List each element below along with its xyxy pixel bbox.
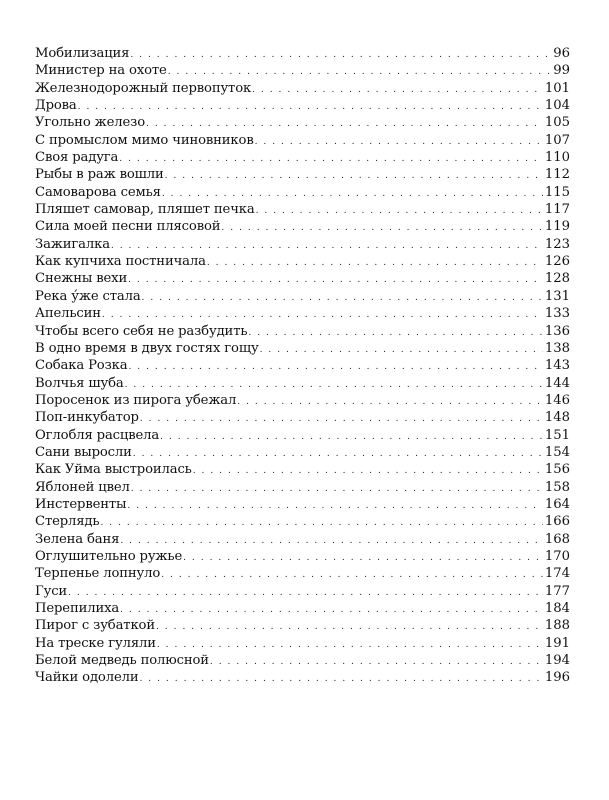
dot-leader [255,137,543,147]
toc-entry [35,566,570,583]
toc-entry-title: Зелена баня [35,531,120,547]
dot-leader [119,154,543,164]
toc-entry-title: Сила моей песни плясовой [35,219,221,235]
toc-entry-page-number: 115 [544,184,570,200]
toc-entry-title: Собака Розка [35,358,128,374]
dot-leader [120,536,543,546]
dot-leader [130,50,550,60]
toc-entry [35,254,570,271]
toc-list [35,46,570,688]
toc-entry [35,150,570,167]
toc-entry-title: Как купчиха постничала [35,254,206,270]
toc-entry-title: Своя радуга [35,150,119,166]
toc-entry-title: На треске гуляли [35,635,156,651]
toc-entry-page-number: 174 [544,566,570,582]
dot-leader [183,553,543,563]
dot-leader [210,657,543,667]
dot-leader [78,102,543,112]
toc-entry-page-number: 164 [544,496,570,512]
toc-entry [35,341,570,358]
toc-entry [35,98,570,115]
toc-entry [35,185,570,202]
dot-leader [111,241,543,251]
toc-entry-page-number: 143 [544,358,570,374]
dot-leader [133,449,543,459]
toc-entry-page-number: 156 [544,462,570,478]
toc-entry [35,271,570,288]
toc-entry [35,480,570,497]
toc-entry [35,636,570,653]
dot-leader [168,67,550,77]
toc-entry-page-number: 112 [544,167,570,183]
toc-entry-page-number: 184 [544,601,570,616]
toc-entry-page-number: 191 [544,635,570,651]
dot-leader [260,345,543,355]
toc-entry-title: С промыслом мимо чиновников [35,132,254,148]
toc-entry-page-number: 170 [544,548,570,564]
dot-leader [139,674,542,684]
toc-entry [35,410,570,427]
toc-entry-page-number: 151 [544,427,570,443]
toc-entry-page-number: 107 [544,132,570,148]
toc-entry [35,306,570,323]
toc-entry-title: Пирог с зубаткой [35,618,155,634]
toc-entry-title: Дрова [35,98,77,114]
toc-entry [35,202,570,219]
toc-entry-title: В одно время в двух гостях гощу [35,340,259,356]
toc-entry [35,81,570,98]
toc-entry [35,393,570,410]
toc-entry [35,324,570,341]
dot-leader [193,466,543,476]
toc-entry-title: Инстервенты [35,496,127,512]
dot-leader [128,362,542,372]
dot-leader [146,119,543,129]
dot-leader [68,588,543,598]
toc-entry-page-number: 123 [544,236,570,252]
toc-entry-title: Поп-инкубатор [35,410,139,426]
toc-entry [35,133,570,150]
toc-entry-title: Белой медведь полюсной [35,653,209,669]
toc-entry-page-number: 138 [544,340,570,356]
toc-entry-title: Река у́же стала [35,288,141,304]
toc-entry-title: Министер на охоте [35,63,167,79]
toc-entry-page-number: 119 [544,219,570,235]
toc-entry-page-number: 136 [544,323,570,339]
toc-entry-page-number: 99 [553,63,570,79]
toc-entry-title: Чайки одолели [35,670,139,686]
toc-entry-title: Пляшет самовар, пляшет печка [35,202,255,218]
toc-entry-title: Железнодорожный первопуток [35,80,252,96]
toc-entry-page-number: 105 [544,115,570,131]
toc-entry-title: Рыбы в раж вошли [35,167,164,183]
toc-entry-title: Терпенье лопнуло [35,566,161,582]
toc-entry-page-number: 117 [544,202,570,218]
toc-entry [35,167,570,184]
dot-leader [156,622,543,632]
toc-entry-title: Стерлядь [35,514,100,530]
toc-entry-page-number: 146 [544,392,570,408]
toc-entry-page-number: 168 [544,531,570,547]
dot-leader [140,414,543,424]
toc-entry [35,237,570,254]
toc-entry-title: Угольно железо [35,115,146,131]
toc-entry-title: Поросенок из пирога убежал [35,392,237,408]
toc-entry [35,532,570,549]
toc-entry-title: Оглушительно ружье [35,548,183,564]
dot-leader [100,518,542,528]
toc-entry-title: Апельсин [35,306,101,322]
toc-entry [35,219,570,236]
toc-entry-page-number: 101 [544,80,570,96]
dot-leader [125,380,543,390]
toc-entry-title: Мобилизация [35,46,130,61]
toc-entry-page-number: 148 [544,410,570,426]
toc-entry-page-number: 131 [544,288,570,304]
dot-leader [221,223,542,233]
toc-entry [35,115,570,132]
toc-entry-page-number: 194 [544,653,570,669]
toc-entry-title: Чтобы всего себя не разбудить [35,323,248,339]
toc-entry-page-number: 188 [544,618,570,634]
toc-entry [35,462,570,479]
toc-entry [35,549,570,566]
dot-leader [142,293,543,303]
dot-leader [252,85,543,95]
toc-entry-page-number: 177 [544,583,570,599]
dot-leader [102,310,543,320]
toc-entry [35,497,570,514]
dot-leader [160,432,543,442]
toc-entry [35,289,570,306]
toc-entry-page-number: 104 [544,98,570,114]
toc-entry [35,428,570,445]
toc-entry-page-number: 144 [544,375,570,391]
toc-entry [35,653,570,670]
toc-entry-title: Волчья шуба [35,375,124,391]
toc-entry-title: Самоварова семья [35,184,161,200]
dot-leader [256,206,543,216]
toc-entry [35,63,570,80]
toc-entry-page-number: 166 [544,514,570,530]
toc-entry-title: Гуси [35,583,68,599]
toc-entry-title: Как Уйма выстроилась [35,462,192,478]
dot-leader [248,328,542,338]
dot-leader [131,484,543,494]
toc-entry [35,514,570,531]
toc-entry-page-number: 154 [544,444,570,460]
toc-entry-page-number: 196 [544,670,570,686]
toc-entry-title: Зажигалка [35,236,110,252]
toc-entry [35,46,570,63]
toc-entry-title: Снежны вехи [35,271,128,287]
toc-entry-page-number: 133 [544,306,570,322]
toc-entry-page-number: 158 [544,479,570,495]
dot-leader [162,189,543,199]
dot-leader [120,605,543,615]
toc-entry-page-number: 126 [544,254,570,270]
dot-leader [127,501,542,511]
toc-entry [35,445,570,462]
toc-entry-page-number: 110 [544,150,570,166]
toc-entry-page-number: 128 [544,271,570,287]
toc-entry [35,618,570,635]
dot-leader [161,570,543,580]
toc-entry [35,358,570,375]
toc-entry-title: Сани выросли [35,444,132,460]
toc-entry-title: Оглобля расцвела [35,427,160,443]
dot-leader [128,275,543,285]
toc-entry-page-number: 96 [553,46,570,61]
dot-leader [157,640,543,650]
toc-entry [35,584,570,601]
dot-leader [207,258,543,268]
dot-leader [165,171,543,181]
toc-entry [35,601,570,618]
toc-entry [35,376,570,393]
toc-entry [35,670,570,687]
toc-entry-title: Перепилиха [35,601,120,616]
toc-entry-title: Яблоней цвел [35,479,130,495]
dot-leader [237,397,543,407]
table-of-contents-page [35,46,570,688]
